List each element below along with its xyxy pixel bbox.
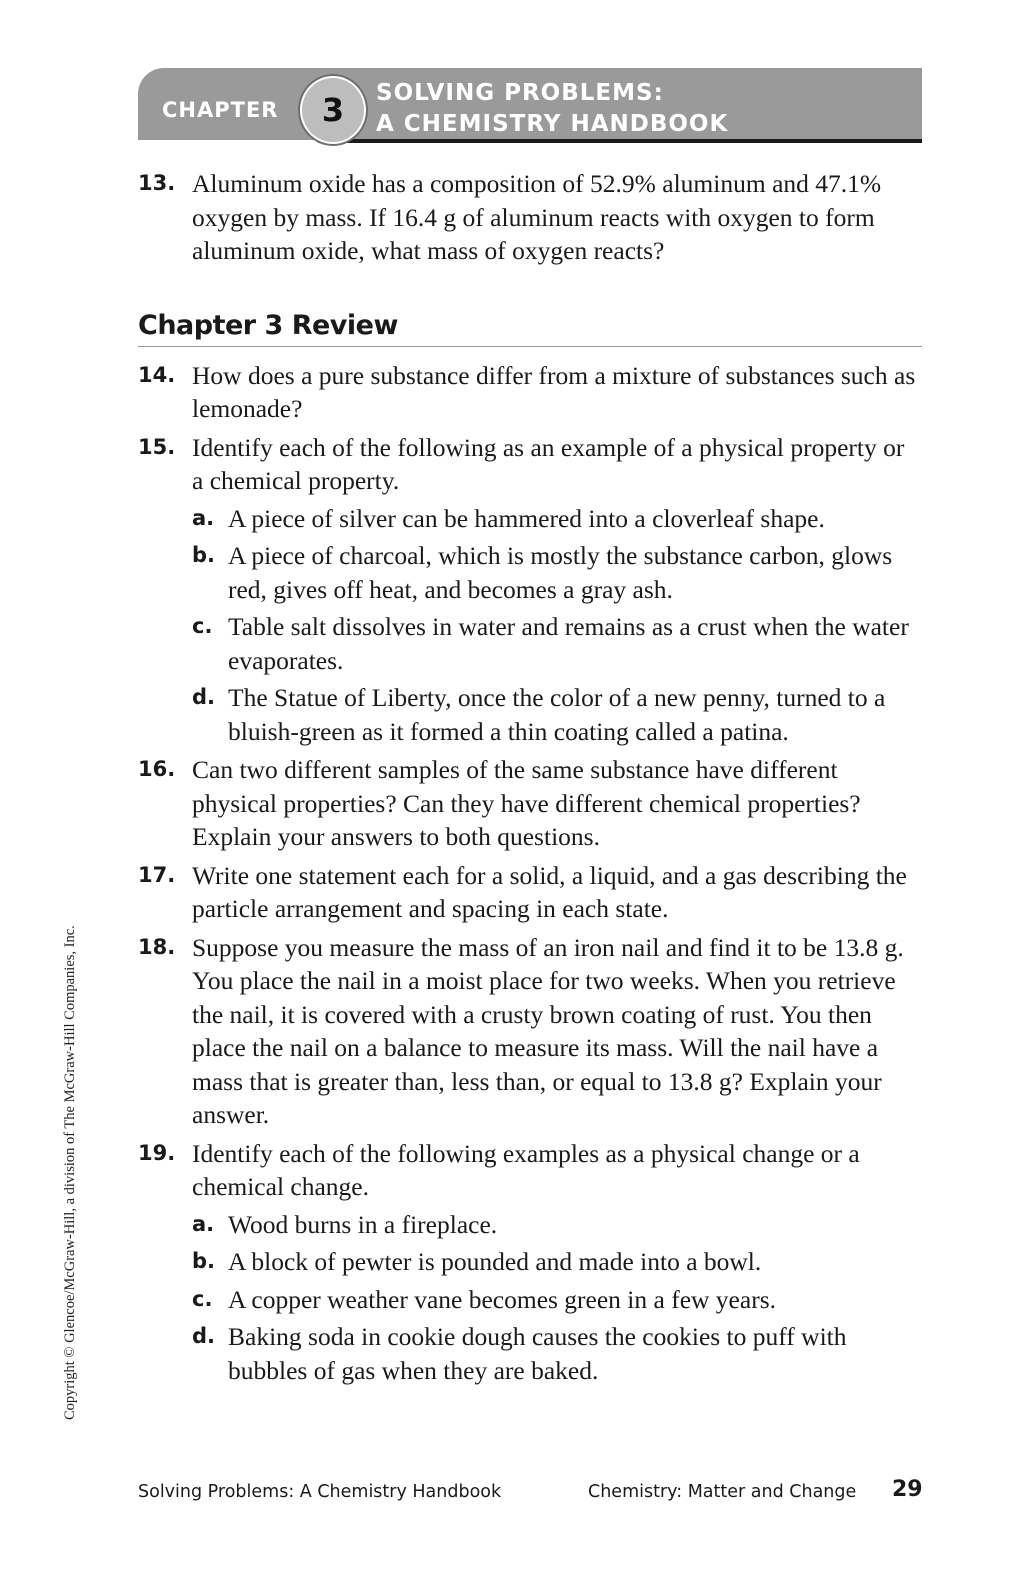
part-text: Baking soda in cookie dough causes the cookies to puff with bubbles of gas when they are baked.	[228, 1322, 847, 1385]
question-text: Can two different samples of the same substance have different physical properties? Can they have different chemical properties? Explain your answers to both questions.	[192, 755, 861, 851]
part-text: A piece of silver can be hammered into a cloverleaf shape.	[228, 503, 825, 533]
part-label: d.	[192, 1324, 216, 1348]
chapter-title-line2: A CHEMISTRY HANDBOOK	[376, 111, 729, 137]
part-text: A copper weather vane becomes green in a few years.	[228, 1284, 776, 1314]
question-number: 13.	[138, 171, 176, 195]
part-text: Wood burns in a fireplace.	[228, 1209, 498, 1239]
chapter-number-badge: 3	[300, 76, 366, 144]
page-number: 29	[892, 1477, 923, 1502]
question-part	[192, 502, 922, 536]
section-title: Chapter 3 Review	[138, 309, 398, 341]
question-15	[138, 431, 922, 749]
question-part	[192, 681, 922, 748]
question-text: How does a pure substance differ from a mixture of substances such as lemonade?	[192, 360, 916, 423]
chapter-title	[376, 78, 728, 140]
question-16	[138, 753, 922, 854]
question-number: 15.	[138, 434, 176, 459]
question-19	[138, 1137, 922, 1388]
footer-series-title: Chemistry: Matter and Change	[588, 1482, 857, 1502]
part-label: d.	[192, 685, 216, 709]
question-part	[192, 539, 922, 606]
question-part	[192, 1283, 922, 1317]
question-number: 16.	[138, 757, 176, 781]
question-text: Identify each of the following as an example of a physical property or a chemical property.	[192, 432, 905, 495]
question-text: Write one statement each for a solid, a liquid, and a gas describing the particle arrangement and spacing in each state.	[192, 860, 907, 923]
page-content	[138, 167, 922, 1392]
part-label: c.	[192, 1286, 213, 1311]
question-14	[138, 359, 922, 426]
question-text: Suppose you measure the mass of an iron nail and find it to be 13.8 g. You place the nail in a moist place for two weeks. When you retrieve the nail, it is covered with a crusty brown coating of rust. You then place the nail on a balance to measure its mass. Will the nail have a mass that is greater than, less than, or equal to 13.8 g? Explain your answer.	[192, 932, 904, 1129]
part-text: A piece of charcoal, which is mostly the substance carbon, glows red, gives off heat, and becomes a gray ash.	[228, 541, 893, 604]
question-number: 14.	[138, 362, 176, 387]
review-question-list	[138, 359, 922, 1388]
question-part	[192, 1208, 922, 1242]
review-section-header	[138, 308, 922, 347]
part-label: b.	[192, 1249, 216, 1273]
part-label: a.	[192, 505, 215, 530]
question-text: Aluminum oxide has a composition of 52.9% aluminum and 47.1% oxygen by mass. If 16.4 g of aluminum reacts with oxygen to form aluminum oxide, what mass of oxygen reacts?	[192, 169, 882, 265]
question-text: Identify each of the following examples as a physical change or a chemical change.	[192, 1138, 860, 1201]
question-number: 17.	[138, 862, 176, 887]
question-part	[192, 1245, 922, 1279]
question-18	[138, 931, 922, 1132]
question-number: 18.	[138, 934, 176, 959]
part-label: a.	[192, 1211, 215, 1236]
question-part	[192, 610, 922, 677]
part-text: The Statue of Liberty, once the color of a new penny, turned to a bluish-green as it formed a thin coating called a patina.	[228, 683, 886, 746]
chapter-title-line1: SOLVING PROBLEMS:	[376, 80, 664, 106]
question-part	[192, 1320, 922, 1387]
chapter-label: CHAPTER	[162, 98, 279, 122]
question-number: 19.	[138, 1140, 176, 1165]
copyright-notice: Copyright © Glencoe/McGraw-Hill, a division of The McGraw-Hill Companies, Inc.	[62, 925, 78, 1420]
footer-book-title: Solving Problems: A Chemistry Handbook	[138, 1482, 502, 1502]
part-label: b.	[192, 543, 216, 567]
part-label: c.	[192, 614, 213, 638]
question-17	[138, 859, 922, 926]
part-text: Table salt dissolves in water and remains as a crust when the water evaporates.	[228, 612, 909, 675]
part-text: A block of pewter is pounded and made into a bowl.	[228, 1247, 762, 1276]
question-13	[138, 167, 922, 268]
